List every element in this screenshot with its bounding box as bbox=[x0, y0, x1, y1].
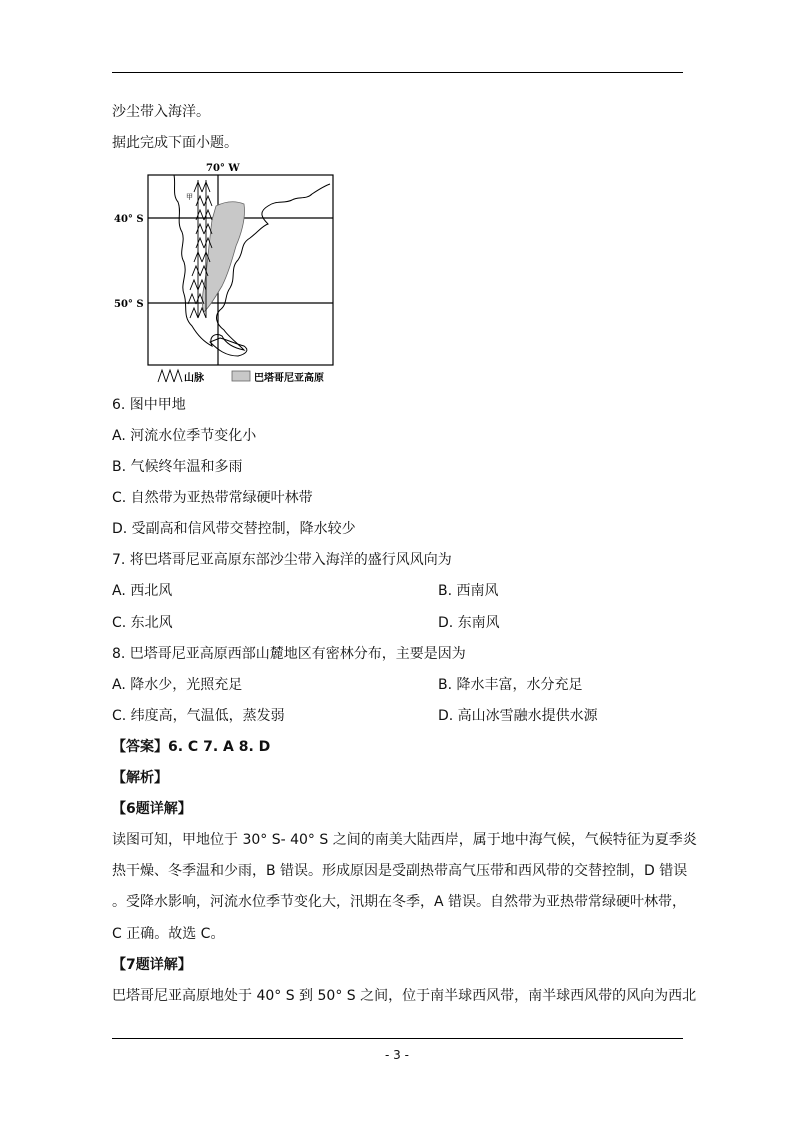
q8-option-c: C. 纬度高，气温低，蒸发弱 bbox=[112, 708, 285, 724]
coastline bbox=[174, 175, 330, 350]
header-rule bbox=[112, 72, 683, 73]
legend-mountain-symbol bbox=[158, 370, 182, 382]
place-label-jia: 甲 bbox=[186, 193, 193, 201]
footer-rule bbox=[112, 1038, 683, 1039]
q6-detail-line-2: 热干燥、冬季温和少雨，B 错误。形成原因是受副热带高气压带和西风带的交替控制，D 错误 bbox=[112, 863, 688, 879]
answer-line: 【答案】6. C 7. A 8. D bbox=[112, 739, 271, 755]
legend-plateau-swatch bbox=[232, 371, 250, 381]
patagonia-map bbox=[112, 160, 352, 385]
legend-plateau-label: 巴塔哥尼亚高原 bbox=[254, 373, 324, 384]
q6-option-b: B. 气候终年温和多雨 bbox=[112, 459, 243, 475]
page-number: - 3 - bbox=[385, 1048, 409, 1062]
question-6-stem: 6. 图中甲地 bbox=[112, 397, 186, 413]
q7-detail-line-1: 巴塔哥尼亚高原地处于 40° S 到 50° S 之间，位于南半球西风带，南半球西风带的风向为西北 bbox=[112, 988, 697, 1004]
q8-option-d: D. 高山冰雪融水提供水源 bbox=[438, 708, 598, 724]
analysis-title: 【解析】 bbox=[112, 770, 168, 786]
legend-mountain-label: 山脉 bbox=[184, 373, 204, 384]
intro-line-2: 据此完成下面小题。 bbox=[112, 135, 238, 151]
longitude-label: 70° W bbox=[206, 163, 240, 174]
q6-option-d: D. 受副高和信风带交替控制，降水较少 bbox=[112, 521, 356, 537]
lat-40s-label: 40° S bbox=[114, 214, 144, 225]
q7-option-a: A. 西北风 bbox=[112, 583, 173, 599]
q7-option-d: D. 东南风 bbox=[438, 615, 500, 631]
q7-detail-title: 【7题详解】 bbox=[112, 957, 192, 973]
q6-option-c: C. 自然带为亚热带常绿硬叶林带 bbox=[112, 490, 313, 506]
q6-detail-line-1: 读图可知，甲地位于 30° S- 40° S 之间的南美大陆西岸，属于地中海气候，气候特征为夏季炎 bbox=[112, 832, 697, 848]
q6-detail-title: 【6题详解】 bbox=[112, 801, 192, 817]
q7-option-c: C. 东北风 bbox=[112, 615, 173, 631]
question-7-stem: 7. 将巴塔哥尼亚高原东部沙尘带入海洋的盛行风风向为 bbox=[112, 552, 452, 568]
lat-50s-label: 50° S bbox=[114, 299, 144, 310]
q6-detail-line-3: 。受降水影响，河流水位季节变化大，汛期在冬季，A 错误。自然带为亚热带常绿硬叶林带， bbox=[112, 894, 687, 910]
q8-option-b: B. 降水丰富，水分充足 bbox=[438, 677, 583, 693]
q7-option-b: B. 西南风 bbox=[438, 583, 499, 599]
q6-detail-line-4: C 正确。故选 C。 bbox=[112, 926, 225, 942]
q8-option-a: A. 降水少，光照充足 bbox=[112, 677, 243, 693]
question-8-stem: 8. 巴塔哥尼亚高原西部山麓地区有密林分布，主要是因为 bbox=[112, 646, 466, 662]
q6-option-a: A. 河流水位季节变化小 bbox=[112, 428, 257, 444]
intro-line-1: 沙尘带入海洋。 bbox=[112, 104, 210, 120]
